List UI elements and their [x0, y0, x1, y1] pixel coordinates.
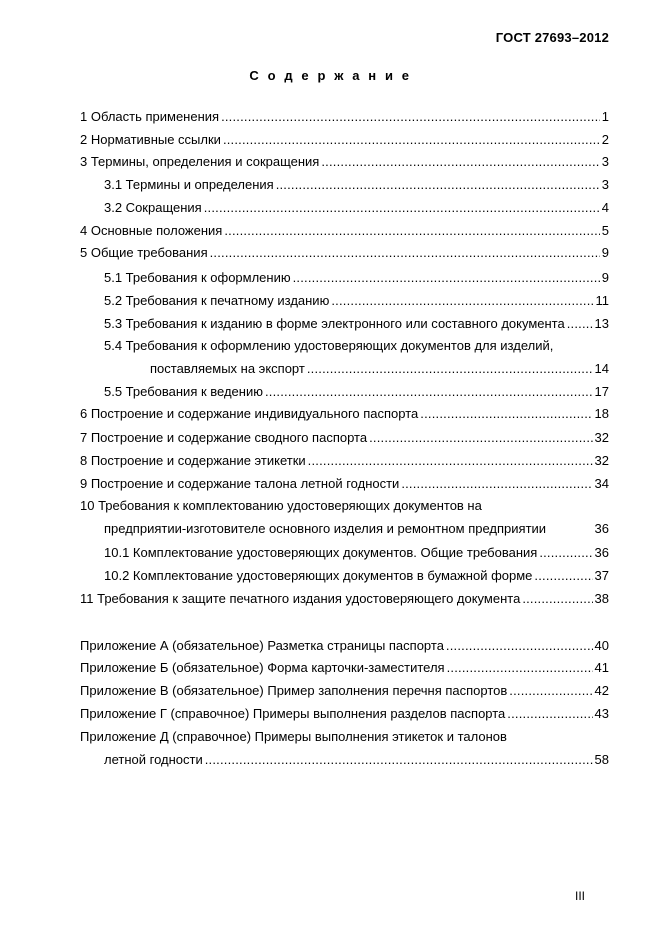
toc-entry-page: 41 [594, 660, 609, 675]
toc-entry-text: Приложение В (обязательное) Пример заполнения перечня паспортов [80, 683, 508, 698]
toc-entry-text: 6 Построение и содержание индивидуального паспорта [80, 406, 419, 421]
appendix-d [104, 752, 609, 768]
toc-entry-text: 5.2 Требования к печатному изданию [104, 293, 330, 308]
toc-entry-text: Приложение Б (обязательное) Форма карточки-заместителя [80, 660, 445, 675]
toc-entry-page: 9 [601, 270, 609, 285]
toc-entry-3-1 [104, 177, 609, 193]
toc-leader-dots [446, 638, 593, 654]
toc-entry-text: 4 Основные положения [80, 223, 223, 238]
toc-entry-7 [80, 430, 609, 446]
toc-leader-dots [204, 200, 600, 216]
toc-leader-dots [210, 245, 600, 261]
toc-entry-page: 9 [601, 245, 609, 260]
toc-entry-text: 9 Построение и содержание талона летной годности [80, 476, 400, 491]
toc-leader-dots [522, 591, 592, 607]
toc-entry-text: 8 Построение и содержание этикетки [80, 453, 306, 468]
toc-leader-dots [447, 660, 593, 676]
toc-entry-text: 5.1 Требования к оформлению [104, 270, 291, 285]
toc-entry-page: 34 [594, 476, 609, 491]
toc-entry-10-1 [104, 545, 609, 561]
toc-entry-text: 2 Нормативные ссылки [80, 132, 221, 147]
toc-entry-page: 32 [594, 430, 609, 445]
toc-entry-page: 36 [594, 545, 609, 560]
toc-entry-text: 3.2 Сокращения [104, 200, 202, 215]
toc-entry-text: 5.5 Требования к ведению [104, 384, 263, 399]
toc-entry-page: 17 [594, 384, 609, 399]
toc-entry-text: 1 Область применения [80, 109, 220, 124]
toc-entry-page: 18 [594, 406, 609, 421]
toc-entry-text: Приложение А (обязательное) Разметка страницы паспорта [80, 638, 444, 653]
toc-entry-page: 43 [594, 706, 609, 721]
toc-leader-dots [539, 545, 592, 561]
toc-entry-text: 7 Построение и содержание сводного паспорта [80, 430, 368, 445]
toc-entry-page: 4 [601, 200, 609, 215]
toc-leader-dots [265, 384, 593, 400]
toc-entry-text: 3 Термины, определения и сокращения [80, 154, 320, 169]
toc-leader-dots [420, 406, 592, 422]
appendix-v [80, 683, 609, 699]
toc-entry-page: 13 [594, 316, 609, 331]
toc-entry-page: 32 [594, 453, 609, 468]
toc-leader-dots [509, 683, 592, 699]
toc-entry-page: 37 [594, 568, 609, 583]
toc-entry-text: летной годности [104, 752, 203, 767]
toc-leader-dots [308, 453, 593, 469]
toc-leader-dots [331, 293, 593, 309]
toc-entry-page: 3 [601, 177, 609, 192]
toc-entry-page: 5 [601, 223, 609, 238]
toc-entry-5-2 [104, 293, 609, 309]
document-code: ГОСТ 27693–2012 [495, 30, 609, 45]
toc-entry-5-4 [150, 361, 609, 377]
toc-entry-page: 1 [601, 109, 609, 124]
toc-entry-6 [80, 406, 609, 422]
toc-leader-dots [221, 109, 600, 125]
toc-entry-4 [80, 223, 609, 239]
toc-entry-text: 10.1 Комплектование удостоверяющих документов. Общие требования [104, 545, 538, 560]
toc-entry-5-4-line-1: 5.4 Требования к оформлению удостоверяющих документов для изделий, [104, 338, 554, 353]
appendix-a [80, 638, 609, 654]
toc-entry-3 [80, 154, 609, 170]
toc-entry-5-5 [104, 384, 609, 400]
toc-entry-5-1 [104, 270, 609, 286]
toc-entry-text: Приложение Г (справочное) Примеры выполнения разделов паспорта [80, 706, 506, 721]
toc-entry-page: 42 [594, 683, 609, 698]
toc-entry-10-2 [104, 568, 609, 584]
appendix-g [80, 706, 609, 722]
toc-leader-dots [507, 706, 592, 722]
toc-entry-text: 5.3 Требования к изданию в форме электронного или составного документа [104, 316, 565, 331]
toc-entry-page: 14 [594, 361, 609, 376]
toc-entry-text: 5 Общие требования [80, 245, 208, 260]
toc-leader-dots [307, 361, 593, 377]
toc-leader-dots [401, 476, 592, 492]
toc-entry-5 [80, 245, 609, 261]
toc-leader-dots [223, 132, 600, 148]
toc-leader-dots [276, 177, 600, 193]
toc-leader-dots [534, 568, 592, 584]
toc-entry-page: 40 [594, 638, 609, 653]
toc-entry-page: 3 [601, 154, 609, 169]
toc-entry-page: 36 [594, 521, 609, 536]
toc-entry-page: 11 [595, 293, 609, 308]
toc-entry-11 [80, 591, 609, 607]
toc-leader-dots [567, 316, 593, 332]
toc-leader-dots [224, 223, 599, 239]
toc-entry-3-2 [104, 200, 609, 216]
toc-entry-8 [80, 453, 609, 469]
appendix-b [80, 660, 609, 676]
toc-title: С о д е р ж а н и е [249, 68, 412, 83]
toc-entry-10-line-1: 10 Требования к комплектованию удостоверяющих документов на [80, 498, 482, 513]
toc-entry-page: 38 [594, 591, 609, 606]
toc-entry-10 [104, 521, 609, 537]
toc-leader-dots [293, 270, 600, 286]
appendix-d-line-1: Приложение Д (справочное) Примеры выполнения этикеток и талонов [80, 729, 507, 744]
toc-entry-2 [80, 132, 609, 148]
toc-entry-text: поставляемых на экспорт [150, 361, 305, 376]
toc-entry-text: 10.2 Комплектование удостоверяющих документов в бумажной форме [104, 568, 533, 583]
toc-leader-dots [321, 154, 599, 170]
toc-leader-dots [369, 430, 592, 446]
toc-leader-dots [205, 752, 593, 768]
toc-entry-5-3 [104, 316, 609, 332]
toc-entry-1 [80, 109, 609, 125]
toc-entry-text: 3.1 Термины и определения [104, 177, 274, 192]
toc-entry-9 [80, 476, 609, 492]
toc-entry-page: 2 [601, 132, 609, 147]
toc-entry-page: 58 [594, 752, 609, 767]
toc-entry-text: 11 Требования к защите печатного издания удостоверяющего документа [80, 591, 521, 606]
toc-entry-text: предприятии-изготовителе основного изделия и ремонтном предприятии [104, 521, 547, 536]
page-number: III [574, 889, 585, 903]
